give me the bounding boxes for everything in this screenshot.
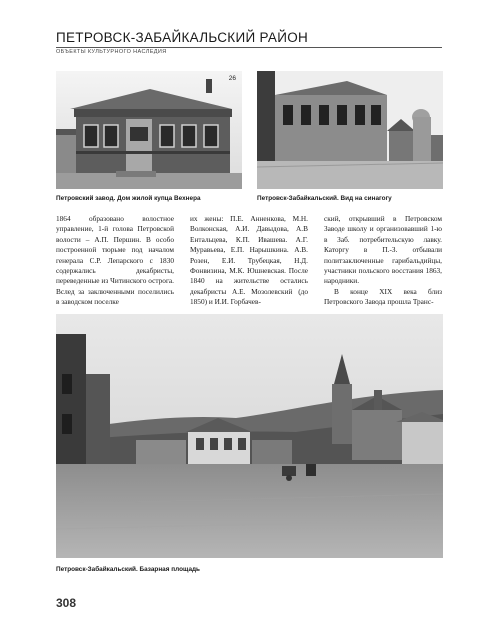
text-column-1 bbox=[56, 214, 174, 308]
page-number: 308 bbox=[56, 596, 77, 610]
photo-caption: Петровск-Забайкальский. Вид на синагогу bbox=[257, 195, 392, 202]
page-header-subtitle: ОБЪЕКТЫ КУЛЬТУРНОГО НАСЛЕДИЯ bbox=[56, 49, 167, 55]
header-divider bbox=[56, 47, 442, 48]
text-column-2 bbox=[190, 214, 308, 308]
page-header-title: ПЕТРОВСК-ЗАБАЙКАЛЬСКИЙ РАЙОН bbox=[56, 30, 309, 45]
body-paragraph: ский, открывший в Петровском Заводе школу и организовавший 1-ю в Заб. потребительскую лавку. Каторгу в П.-З. отбывали политзаключенные гарибальдийцы, участники польского восстания 1863, народники. bbox=[324, 214, 442, 286]
body-paragraph: В конце XIX века близ Петровского Завода прошла Транс- bbox=[324, 286, 442, 307]
photo-vekhner-house bbox=[56, 71, 242, 189]
text-column-3 bbox=[324, 214, 442, 308]
photo-market-square bbox=[56, 314, 443, 558]
photo-caption: Петровский завод. Дом жилой купца Вехнера bbox=[56, 195, 201, 202]
body-paragraph: их жены: П.Е. Анненкова, М.Н. Волконская, А.И. Давыдова, А.В Ентальцева, К.П. Ивашева. А.Г. Муравьева, Е.П. Нарышкина. А.В. Розен, Е.И. Трубецкая, Н.Д. Фонвизина, М.К. Юшневская. После 1840 на жительстве остались декабристы А.Е. Мозолевский (до 1850) и И.И. Горбачев- bbox=[190, 214, 308, 307]
photo-number: 26 bbox=[228, 75, 236, 82]
body-paragraph: 1864 образовано волостное управление, 1-й голова Петровской волости – А.П. Першин. В особо построенной тюрьме под началом генерала С.Р. Лепарского с 1830 содержались декабристы, переведенные из Читинского острога. Вслед за заключенными поселились в заводском поселке bbox=[56, 214, 174, 307]
photo-synagogue-view bbox=[257, 71, 443, 189]
photo-caption: Петровск-Забайкальский. Базарная площадь bbox=[56, 566, 200, 573]
